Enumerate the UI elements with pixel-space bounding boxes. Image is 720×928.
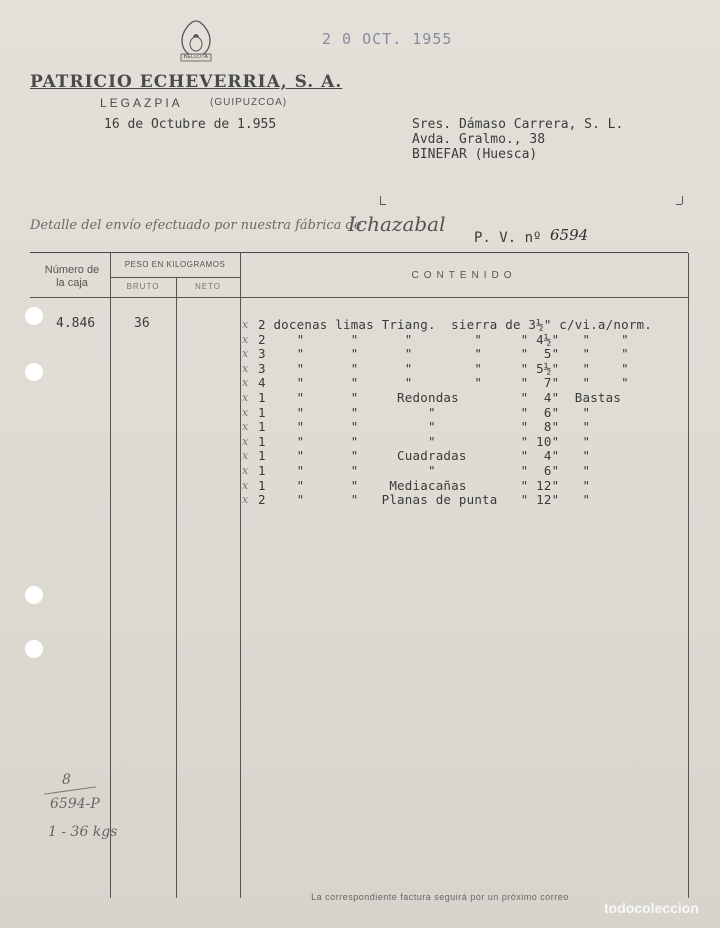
window-mark-right-foot	[676, 204, 682, 205]
content-line: 3 " " " " " 5" " "	[258, 346, 629, 362]
content-line: 1 " " Cuadradas " 4" "	[258, 448, 591, 464]
check-mark: x	[242, 405, 249, 419]
check-mark: x	[242, 449, 249, 463]
company-city: LEGAZPIA	[100, 96, 183, 110]
check-mark: x	[242, 464, 249, 477]
pv-number: 6594	[550, 226, 589, 244]
header-weight: PESO EN KILOGRAMOS	[124, 260, 226, 269]
letter-date: 16 de Octubre de 1.955	[104, 117, 277, 132]
window-mark-right	[682, 196, 683, 204]
content-line: 1 " " Mediacañas " 12" "	[258, 477, 591, 493]
table-divider-bruto-neto	[176, 277, 177, 898]
content-line: 2 docenas limas Triang. sierra de 3½" c/vi.a/norm.	[258, 317, 653, 332]
watermark: todocoleccion	[604, 900, 699, 916]
content-line: 4 " " " " " 7" " "	[258, 375, 629, 391]
punch-hole	[25, 586, 43, 604]
punch-hole	[25, 363, 43, 381]
header-content: CONTENIDO	[411, 270, 517, 281]
received-date-stamp: 2 0 OCT. 1955	[322, 30, 453, 48]
check-mark: x	[242, 493, 249, 507]
content-line: 1 " " " " 8" "	[258, 419, 591, 435]
check-mark: x	[242, 391, 249, 404]
content-line: 1 " " " " 10" "	[258, 433, 591, 449]
window-mark-left	[380, 196, 381, 204]
check-mark: x	[242, 478, 249, 492]
footer-note: La correspondiente factura seguirá por un próximo correo	[311, 892, 569, 902]
header-net: NETO	[194, 282, 222, 291]
company-province: (GUIPUZCOA)	[210, 97, 288, 108]
gross-weight-cell: 36	[134, 316, 150, 331]
punch-hole	[25, 640, 43, 658]
header-bottom-rule	[30, 297, 688, 298]
handwritten-note-1: 8	[62, 772, 71, 788]
check-mark: x	[242, 332, 249, 346]
check-mark: x	[242, 420, 249, 434]
check-mark: x	[242, 318, 249, 331]
pv-label: P. V. nº	[474, 230, 542, 246]
check-mark: x	[242, 434, 249, 448]
punch-hole	[25, 307, 43, 325]
weight-header-rule	[110, 277, 240, 278]
shipment-caption: Detalle del envío efectuado por nuestra fábrica de	[30, 218, 362, 233]
content-line: 2 " " " " " 4½" " "	[258, 331, 629, 347]
recipient-line-1: Sres. Dámaso Carrera, S. L.	[412, 117, 624, 132]
table-right-border	[688, 253, 689, 898]
handwritten-note-2: 6594-P	[50, 796, 100, 812]
recipient-line-2: Avda. Gralmo., 38	[412, 132, 546, 147]
table-divider-weight	[240, 253, 241, 898]
check-mark: x	[242, 376, 249, 390]
check-mark: x	[242, 347, 249, 361]
window-mark-left-foot	[380, 204, 386, 205]
header-gross: BRUTO	[126, 282, 160, 291]
content-line: 1 " " " " 6" "	[258, 404, 591, 420]
content-line: 3 " " " " " 5½" " "	[258, 360, 629, 376]
check-mark: x	[242, 361, 249, 375]
box-number-cell: 4.846	[56, 316, 96, 331]
handwritten-note-3: 1 - 36 kgs	[48, 824, 118, 840]
logo-label: BELLOTA	[183, 54, 209, 60]
content-line: 1 " " Redondas " 4" Bastas	[258, 390, 622, 405]
table-divider-box	[110, 253, 111, 898]
company-name: PATRICIO ECHEVERRIA, S. A.	[30, 72, 343, 92]
factory-name: Ichazabal	[348, 212, 446, 236]
recipient-line-3: BINEFAR (Huesca)	[412, 147, 538, 162]
content-line: 1 " " " " 6" "	[258, 463, 591, 478]
header-box-number: Número de la caja	[44, 264, 100, 289]
content-line: 2 " " Planas de punta " 12" "	[258, 492, 591, 508]
